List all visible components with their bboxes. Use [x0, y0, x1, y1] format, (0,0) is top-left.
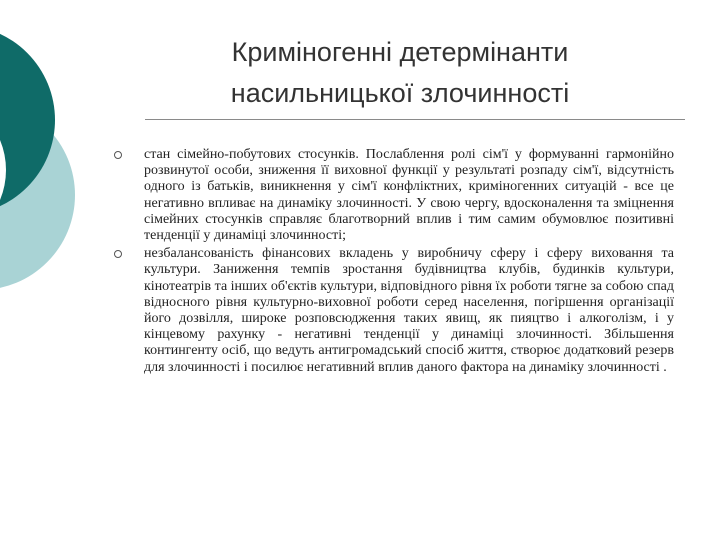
title-divider: [145, 119, 685, 120]
bullet-list: [112, 147, 674, 378]
decorative-circles: [0, 0, 120, 300]
bullet-text: стан сімейно-побутових стосунків. Послаблення ролі сім'ї у формуванні гармонійно розвинутої особи, зниження її виховної функції у результаті розпаду сім'ї, відсутність одного із батьків, виникнення у сім'ї конфліктних, криміногенних ситуацій - все це негативно впливає на динаміку злочинності. У свою чергу, вдосконалення та зміцнення сімейних стосунків справляє благотворний вплив і тим самим обумовлює позитивні тенденції у динаміці злочинності;: [144, 147, 674, 244]
bullet-text: незбалансованість фінансових вкладень у виробничу сферу і сферу виховання та культури. Заниження темпів зростання будівництва клубів, будинків культури, кінотеатрів та інших об'єктів культури, відповідного рівня їх роботи тягне за собою спад відносного рівня культурно-виховної роботи серед населення, погіршення організації його дозвілля, широке розповсюдження таких явищ, як пияцтво і алкоголізм, і у кінцевому рахунку - негативні тенденції у динаміці злочинності. Збільшення контингенту осіб, що ведуть антигромадський спосіб життя, створює додатковий резерв для злочинності і посилює негативний вплив даного фактора на динаміку злочинності .: [144, 246, 674, 375]
bullet-circle-icon: [114, 250, 122, 258]
bullet-item: [112, 147, 674, 244]
title-line-1: Криміногенні детермінанти: [231, 37, 569, 67]
title-line-2: насильницької злочинності: [230, 78, 570, 108]
slide-title: [150, 32, 650, 114]
bullet-circle-icon: [114, 151, 122, 159]
bullet-item: [112, 246, 674, 376]
